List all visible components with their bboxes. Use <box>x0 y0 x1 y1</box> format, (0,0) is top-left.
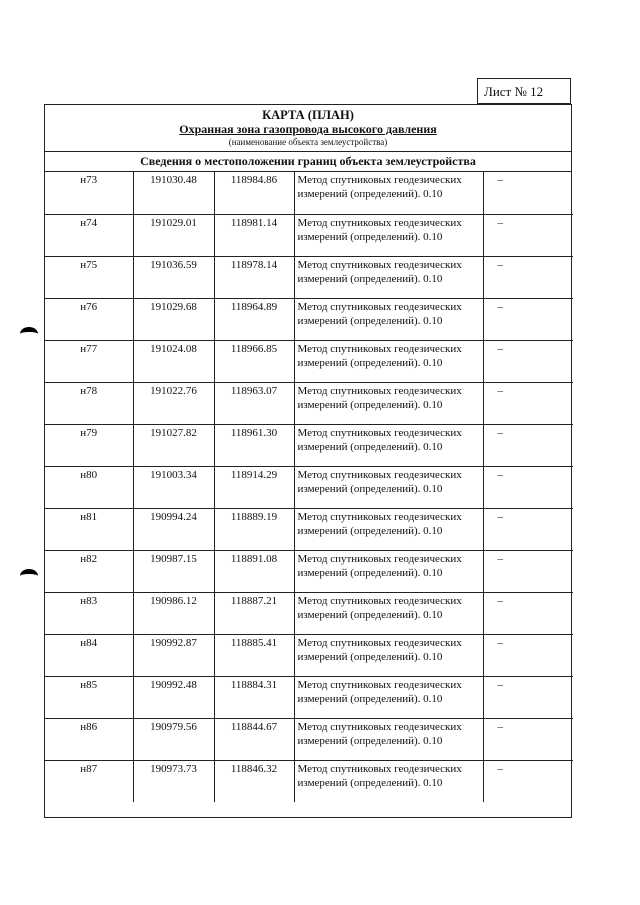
x-coordinate-cell: 191024.08 <box>133 340 214 382</box>
method-cell: Метод спутниковых геодезических измерений (определений). 0.10 <box>294 508 483 550</box>
description-cell: – <box>483 550 573 592</box>
binder-hole-mark <box>20 327 38 341</box>
y-coordinate-cell: 118889.19 <box>214 508 294 550</box>
x-coordinate-cell: 190979.56 <box>133 718 214 760</box>
y-coordinate-cell: 118891.08 <box>214 550 294 592</box>
point-name-cell: н78 <box>45 382 133 424</box>
description-cell: – <box>483 256 573 298</box>
point-name-cell: н80 <box>45 466 133 508</box>
method-cell: Метод спутниковых геодезических измерений (определений). 0.10 <box>294 676 483 718</box>
x-coordinate-cell: 191029.68 <box>133 298 214 340</box>
y-coordinate-cell: 118966.85 <box>214 340 294 382</box>
y-coordinate-cell: 118914.29 <box>214 466 294 508</box>
y-coordinate-cell: 118964.89 <box>214 298 294 340</box>
description-cell: – <box>483 508 573 550</box>
description-cell: – <box>483 634 573 676</box>
method-cell: Метод спутниковых геодезических измерений (определений). 0.10 <box>294 634 483 676</box>
method-cell: Метод спутниковых геодезических измерений (определений). 0.10 <box>294 424 483 466</box>
point-name-cell: н86 <box>45 718 133 760</box>
x-coordinate-cell: 191022.76 <box>133 382 214 424</box>
x-coordinate-cell: 191003.34 <box>133 466 214 508</box>
method-cell: Метод спутниковых геодезических измерений (определений). 0.10 <box>294 382 483 424</box>
method-cell: Метод спутниковых геодезических измерений (определений). 0.10 <box>294 550 483 592</box>
method-cell: Метод спутниковых геодезических измерений (определений). 0.10 <box>294 298 483 340</box>
table-row <box>45 508 573 550</box>
description-cell: – <box>483 760 573 802</box>
sheet-number: Лист № 12 <box>477 78 571 104</box>
y-coordinate-cell: 118981.14 <box>214 214 294 256</box>
point-name-cell: н76 <box>45 298 133 340</box>
y-coordinate-cell: 118887.21 <box>214 592 294 634</box>
table-row <box>45 214 573 256</box>
point-name-cell: н77 <box>45 340 133 382</box>
y-coordinate-cell: 118846.32 <box>214 760 294 802</box>
description-cell: – <box>483 592 573 634</box>
y-coordinate-cell: 118978.14 <box>214 256 294 298</box>
point-name-cell: н73 <box>45 172 133 214</box>
description-cell: – <box>483 340 573 382</box>
point-name-cell: н79 <box>45 424 133 466</box>
point-name-cell: н84 <box>45 634 133 676</box>
x-coordinate-cell: 191027.82 <box>133 424 214 466</box>
document-frame <box>44 104 572 818</box>
x-coordinate-cell: 190992.48 <box>133 676 214 718</box>
binder-hole-mark <box>20 569 38 583</box>
table-row <box>45 382 573 424</box>
table-row <box>45 172 573 214</box>
point-name-cell: н83 <box>45 592 133 634</box>
table-row <box>45 676 573 718</box>
x-coordinate-cell: 190994.24 <box>133 508 214 550</box>
y-coordinate-cell: 118844.67 <box>214 718 294 760</box>
description-cell: – <box>483 172 573 214</box>
table-row <box>45 634 573 676</box>
x-coordinate-cell: 190973.73 <box>133 760 214 802</box>
method-cell: Метод спутниковых геодезических измерений (определений). 0.10 <box>294 214 483 256</box>
method-cell: Метод спутниковых геодезических измерений (определений). 0.10 <box>294 256 483 298</box>
description-cell: – <box>483 466 573 508</box>
description-cell: – <box>483 214 573 256</box>
description-cell: – <box>483 298 573 340</box>
x-coordinate-cell: 191029.01 <box>133 214 214 256</box>
method-cell: Метод спутниковых геодезических измерений (определений). 0.10 <box>294 466 483 508</box>
section-title: Сведения о местоположении границ объекта землеустройства <box>45 152 571 172</box>
method-cell: Метод спутниковых геодезических измерений (определений). 0.10 <box>294 592 483 634</box>
description-cell: – <box>483 676 573 718</box>
x-coordinate-cell: 191036.59 <box>133 256 214 298</box>
map-title: КАРТА (ПЛАН) <box>262 108 354 122</box>
table-row <box>45 592 573 634</box>
y-coordinate-cell: 118961.30 <box>214 424 294 466</box>
method-cell: Метод спутниковых геодезических измерений (определений). 0.10 <box>294 172 483 214</box>
description-cell: – <box>483 718 573 760</box>
point-name-cell: н87 <box>45 760 133 802</box>
y-coordinate-cell: 118984.86 <box>214 172 294 214</box>
y-coordinate-cell: 118885.41 <box>214 634 294 676</box>
table-row <box>45 340 573 382</box>
method-cell: Метод спутниковых геодезических измерений (определений). 0.10 <box>294 340 483 382</box>
table-row <box>45 424 573 466</box>
header-block <box>45 105 571 152</box>
table-row <box>45 466 573 508</box>
x-coordinate-cell: 190986.12 <box>133 592 214 634</box>
x-coordinate-cell: 190992.87 <box>133 634 214 676</box>
table-row <box>45 550 573 592</box>
object-name: Охранная зона газопровода высокого давления <box>179 122 437 136</box>
x-coordinate-cell: 191030.48 <box>133 172 214 214</box>
y-coordinate-cell: 118963.07 <box>214 382 294 424</box>
method-cell: Метод спутниковых геодезических измерений (определений). 0.10 <box>294 760 483 802</box>
method-cell: Метод спутниковых геодезических измерений (определений). 0.10 <box>294 718 483 760</box>
point-name-cell: н82 <box>45 550 133 592</box>
point-name-cell: н75 <box>45 256 133 298</box>
table-row <box>45 256 573 298</box>
description-cell: – <box>483 382 573 424</box>
point-name-cell: н74 <box>45 214 133 256</box>
x-coordinate-cell: 190987.15 <box>133 550 214 592</box>
coordinates-table <box>45 172 573 802</box>
table-row <box>45 760 573 802</box>
point-name-cell: н85 <box>45 676 133 718</box>
table-row <box>45 718 573 760</box>
description-cell: – <box>483 424 573 466</box>
object-name-caption: (наименование объекта землеустройства) <box>228 137 388 147</box>
point-name-cell: н81 <box>45 508 133 550</box>
y-coordinate-cell: 118884.31 <box>214 676 294 718</box>
table-row <box>45 298 573 340</box>
